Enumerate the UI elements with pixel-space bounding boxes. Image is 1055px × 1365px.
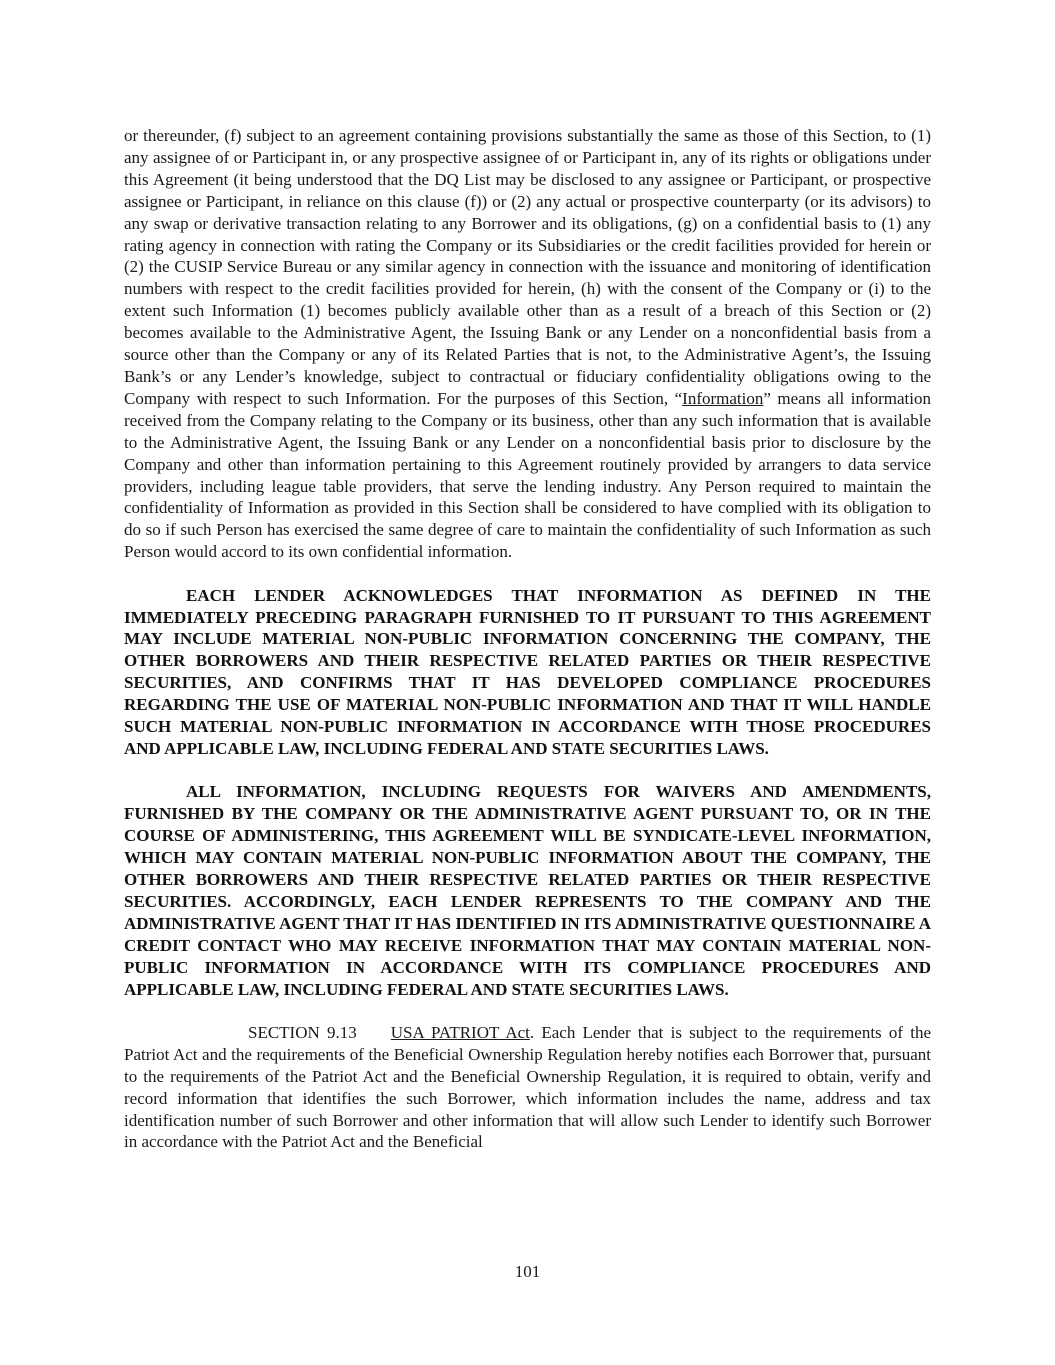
mnpi-acknowledgement-paragraph: EACH LENDER ACKNOWLEDGES THAT INFORMATION AS DEFINED IN THE IMMEDIATELY PRECEDING PARAGRAPH FURNISHED TO IT PURSUANT TO THIS AGREEMENT MAY INCLUDE MATERIAL NON-PUBLIC INFORMATION CONCERNING THE COMPANY, THE OTHER BORROWERS AND THEIR RESPECTIVE RELATED PARTIES OR THEIR RESPECTIVE SECURITIES, AND CONFIRMS THAT IT HAS DEVELOPED COMPLIANCE PROCEDURES REGARDING THE USE OF MATERIAL NON-PUBLIC INFORMATION AND THAT IT WILL HANDLE SUCH MATERIAL NON-PUBLIC INFORMATION IN ACCORDANCE WITH THOSE PROCEDURES AND APPLICABLE LAW, INCLUDING FEDERAL AND STATE SECURITIES LAWS. bbox=[124, 585, 931, 758]
section-title-punctuation: . bbox=[529, 1022, 535, 1042]
confidentiality-paragraph bbox=[124, 125, 931, 563]
syndicate-level-information-paragraph: ALL INFORMATION, INCLUDING REQUESTS FOR WAIVERS AND AMENDMENTS, FURNISHED BY THE COMPANY OR THE ADMINISTRATIVE AGENT PURSUANT TO, OR IN THE COURSE OF ADMINISTERING, THIS AGREEMENT WILL BE SYNDICATE-LEVEL INFORMATION, WHICH MAY CONTAIN MATERIAL NON-PUBLIC INFORMATION ABOUT THE COMPANY, THE OTHER BORROWERS AND THEIR RESPECTIVE RELATED PARTIES OR THEIR RESPECTIVE SECURITIES. ACCORDINGLY, EACH LENDER REPRESENTS TO THE COMPANY AND THE ADMINISTRATIVE AGENT THAT IT HAS IDENTIFIED IN ITS ADMINISTRATIVE QUESTIONNAIRE A CREDIT CONTACT WHO MAY RECEIVE INFORMATION THAT MAY CONTAIN MATERIAL NON-PUBLIC INFORMATION IN ACCORDANCE WITH ITS COMPLIANCE PROCEDURES AND APPLICABLE LAW, INCLUDING FEDERAL AND STATE SECURITIES LAWS. bbox=[124, 782, 931, 999]
section-9-13-paragraph bbox=[124, 1022, 931, 1153]
section-number: SECTION 9.13 bbox=[248, 1022, 357, 1042]
confidentiality-text-after-term: ” means all information received from the Company relating to the Company or its business, other than any such information that is available to the Administrative Agent, the Issuing Bank or any Lender on a nonconfidential basis prior to disclosure by the Company and other than information pertaining to this Agreement routinely provided by arrangers to data service providers, including league table providers, that serve the lending industry. Any Person required to maintain the confidentiality of Information as provided in this Section shall be considered to have complied with its obligation to do so if such Person has exercised the same degree of care to maintain the confidentiality of such Information as such Person would accord to its own confidential information. bbox=[124, 388, 931, 562]
page-number: 101 bbox=[514, 1262, 541, 1281]
section-body-text: Each Lender that is subject to the requirements of the Patriot Act and the requirements of the Beneficial Ownership Regulation hereby notifies each Borrower that, pursuant to the requirements of the Patriot Act and the Beneficial Ownership Regulation, it is required to obtain, verify and record information that identifies the such Borrower, which information includes the name, address and tax identification number of such Borrower and other information that will allow such Lender to identify such Borrower in accordance with the Patriot Act and the Beneficial bbox=[124, 1022, 932, 1152]
document-page bbox=[124, 125, 931, 1153]
information-defined-term: Information bbox=[682, 388, 764, 408]
confidentiality-text-before-term: or thereunder, (f) subject to an agreement containing provisions substantially the same as those of this Section, to (1) any assignee of or Participant in, or any prospective assignee of or Participant in, any of its rights or obligations under this Agreement (it being understood that the DQ List may be disclosed to any assignee or Participant, or prospective assignee or Participant, in reliance on this clause (f)) or (2) any actual or prospective counterparty (or its advisors) to any swap or derivative transaction relating to any Borrower and its obligations, (g) on a confidential basis to (1) any rating agency in connection with rating the Company or its Subsidiaries or the credit facilities provided for herein or (2) the CUSIP Service Bureau or any similar agency in connection with the issuance and monitoring of identification numbers with respect to the credit facilities provided for herein, (h) with the consent of the Company or (i) to the extent such Information (1) becomes publicly available other than as a result of a breach of this Section or (2) becomes available to the Administrative Agent, the Issuing Bank or any Lender on a nonconfidential basis from a source other than the Company or any of its Related Parties that is not, to the Administrative Agent’s, the Issuing Bank’s or any Lender’s knowledge, subject to contractual or fiduciary confidentiality obligations owing to the Company with respect to such Information. For the purposes of this Section, “ bbox=[124, 126, 931, 408]
section-title: USA PATRIOT Act bbox=[390, 1022, 530, 1042]
